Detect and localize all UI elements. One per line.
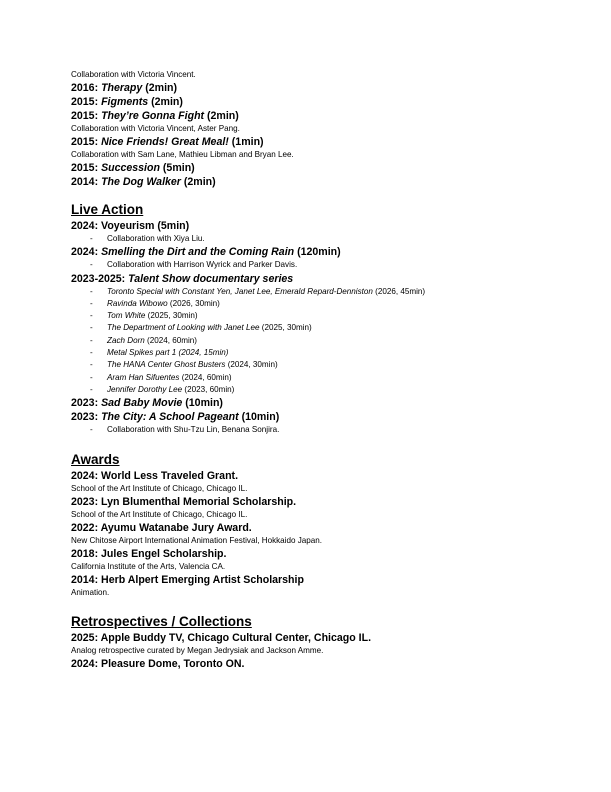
retro-title: 2025: Apple Buddy TV, Chicago Cultural Center, Chicago IL. xyxy=(71,631,372,644)
award-title: 2023: Lyn Blumenthal Memorial Scholarship. xyxy=(71,495,297,508)
cv-page xyxy=(71,69,551,671)
award-title: 2018: Jules Engel Scholarship. xyxy=(71,547,227,560)
awards-heading: Awards xyxy=(71,451,120,467)
award-note: Animation. xyxy=(71,587,110,597)
retro-title: 2024: Pleasure Dome, Toronto ON. xyxy=(71,657,245,670)
retro-heading: Retrospectives / Collections xyxy=(71,613,252,629)
live-entry-talent-show: 2023-2025: Talent Show documentary series xyxy=(71,272,294,285)
voyeurism-sublist xyxy=(71,233,551,245)
award-note: School of the Art Institute of Chicago, Chicago IL. xyxy=(71,483,248,493)
episode-item: - Tom White (2025, 30min) xyxy=(71,310,551,322)
smelling-sublist xyxy=(71,259,551,271)
list-item: - Collaboration with Harrison Wyrick and Parker Davis. xyxy=(71,259,551,271)
film-entry: 2015: They’re Gonna Fight (2min) xyxy=(71,110,239,122)
live-entry-sad-baby: 2023: Sad Baby Movie (10min) xyxy=(71,397,223,410)
award-title: 2022: Ayumu Watanabe Jury Award. xyxy=(71,521,252,534)
film-note: Collaboration with Sam Lane, Mathieu Libman and Bryan Lee. xyxy=(71,150,294,159)
talent-show-episodes xyxy=(71,286,551,397)
award-title: 2024: World Less Traveled Grant. xyxy=(71,469,239,482)
live-entry-pageant: 2023: The City: A School Pageant (10min) xyxy=(71,411,280,424)
episode-item: - Ravinda Wibowo (2026, 30min) xyxy=(71,298,551,310)
list-item: - Collaboration with Shu-Tzu Lin, Benana Sonjira. xyxy=(71,424,551,436)
episode-item: - Jennifer Dorothy Lee (2023, 60min) xyxy=(71,384,551,396)
film-entry: 2014: The Dog Walker (2min) xyxy=(71,176,216,188)
film-entry: 2015: Succession (5min) xyxy=(71,162,195,174)
episode-item: - Metal Spikes part 1 (2024, 15min) xyxy=(71,347,551,359)
award-title: 2014: Herb Alpert Emerging Artist Scholarship xyxy=(71,573,304,586)
retro-note: Analog retrospective curated by Megan Jedrysiak and Jackson Amme. xyxy=(71,645,324,655)
pageant-sublist xyxy=(71,424,551,436)
film-note: Collaboration with Victoria Vincent, Aster Pang. xyxy=(71,124,240,133)
film-entry: 2016: Therapy (2min) xyxy=(71,82,178,94)
episode-item: - The HANA Center Ghost Busters (2024, 30min) xyxy=(71,359,551,371)
award-note: New Chitose Airport International Animation Festival, Hokkaido Japan. xyxy=(71,535,323,545)
episode-item: - Zach Dorn (2024, 60min) xyxy=(71,335,551,347)
episode-item: - Aram Han Sifuentes (2024, 60min) xyxy=(71,372,551,384)
live-entry-voyeurism: 2024: Voyeurism (5min) xyxy=(71,220,190,232)
film-entry: 2015: Figments (2min) xyxy=(71,96,183,108)
episode-item: - The Department of Looking with Janet Lee (2025, 30min) xyxy=(71,322,551,334)
live-action-heading: Live Action xyxy=(71,202,144,217)
film-top-note: Collaboration with Victoria Vincent. xyxy=(71,70,196,79)
episode-item: - Toronto Special with Constant Yen, Janet Lee, Emerald Repard-Denniston (2026, 45min) xyxy=(71,286,551,298)
award-note: California Institute of the Arts, Valencia CA. xyxy=(71,561,226,571)
live-entry-smelling: 2024: Smelling the Dirt and the Coming Rain (120min) xyxy=(71,246,341,259)
list-item: - Collaboration with Xiya Liu. xyxy=(71,233,551,245)
award-note: School of the Art Institute of Chicago, Chicago IL. xyxy=(71,509,248,519)
film-entry: 2015: Nice Friends! Great Meal! (1min) xyxy=(71,136,264,148)
